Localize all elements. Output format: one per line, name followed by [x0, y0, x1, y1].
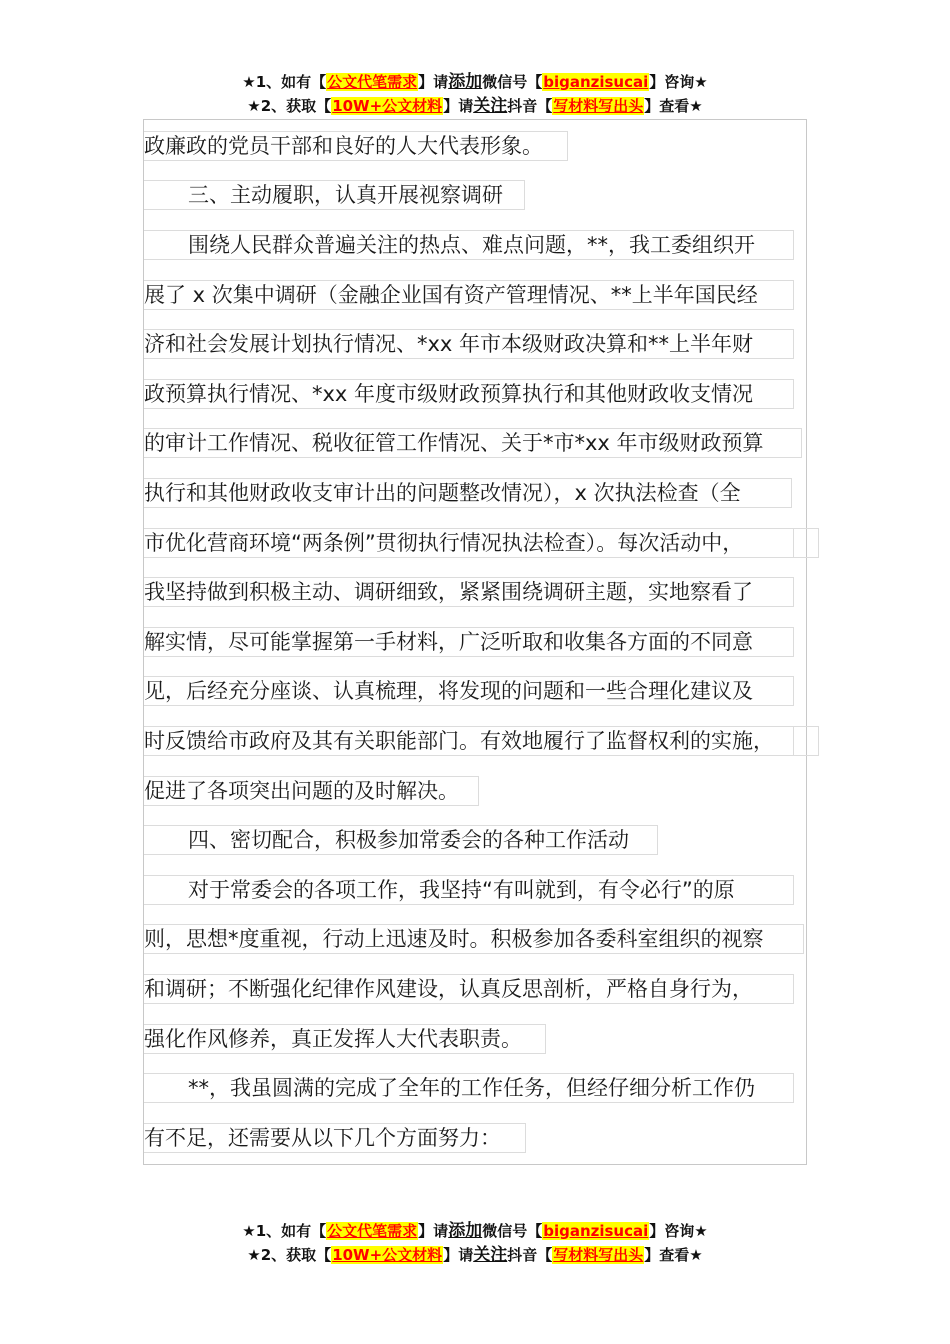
text-line: 济和社会发展计划执行情况、*xx 年市本级财政决算和**上半年财 [144, 329, 794, 359]
banner-text: 】请 [418, 73, 449, 91]
text-line: 和调研；不断强化纪律作风建设，认真反思剖析，严格自身行为， [144, 974, 794, 1004]
banner-highlight: 公文代笔需求 [327, 73, 418, 91]
text-line: 围绕人民群众普遍关注的热点、难点问题，**，我工委组织开 [144, 230, 794, 260]
text-line: 强化作风修养，真正发挥人大代表职责。 [144, 1024, 546, 1054]
banner-highlight: 10W+公文材料 [332, 1246, 443, 1264]
banner-text: 】查看★ [644, 97, 703, 115]
text-line: **，我虽圆满的完成了全年的工作任务，但经仔细分析工作仍 [144, 1073, 794, 1103]
footer-banner [0, 1219, 950, 1267]
banner-highlight: 写材料写出头 [553, 97, 644, 115]
banner-text: 】咨询★ [649, 1222, 708, 1240]
section-heading: 三、主动履职，认真开展视察调研 [144, 180, 525, 210]
text-line: 政预算执行情况、*xx 年度市级财政预算执行和其他财政收支情况 [144, 379, 794, 409]
text-line: 时反馈给市政府及其有关职能部门。有效地履行了监督权利的实施， [144, 726, 794, 756]
text-line: 我坚持做到积极主动、调研细致，紧紧围绕调研主题，实地察看了 [144, 577, 794, 607]
banner-text: 微信号【 [482, 1222, 543, 1240]
text-line: 则，思想*度重视，行动上迅速及时。积极参加各委科室组织的视察 [144, 924, 804, 954]
banner-emphasis: 添加 [448, 72, 483, 92]
section-heading: 四、密切配合，积极参加常委会的各种工作活动 [144, 825, 658, 855]
overflow-mark [794, 726, 819, 756]
banner-emphasis: 关注 [473, 1245, 508, 1265]
text-line: 执行和其他财政收支审计出的问题整改情况），x 次执法检查（全 [144, 478, 792, 508]
banner-text: ★2、获取【 [247, 1246, 332, 1264]
banner-text: ★2、获取【 [247, 97, 332, 115]
banner-line-1 [0, 70, 950, 94]
banner-emphasis: 关注 [473, 96, 508, 116]
banner-line-2 [0, 94, 950, 118]
banner-highlight: biganzisucai [543, 73, 649, 91]
text-line: 的审计工作情况、税收征管工作情况、关于*市*xx 年市级财政预算 [144, 428, 802, 458]
text-line: 对于常委会的各项工作，我坚持“有叫就到，有令必行”的原 [144, 875, 794, 905]
banner-text: 微信号【 [482, 73, 543, 91]
banner-text: 抖音【 [507, 97, 553, 115]
banner-highlight: biganzisucai [543, 1222, 649, 1240]
text-line: 有不足，还需要从以下几个方面努力： [144, 1123, 526, 1153]
banner-text: 抖音【 [507, 1246, 553, 1264]
banner-text: 】咨询★ [649, 73, 708, 91]
banner-line-2 [0, 1243, 950, 1267]
text-line: 市优化营商环境“两条例”贯彻执行情况执法检查）。每次活动中， [144, 528, 794, 558]
text-line: 展了 x 次集中调研（金融企业国有资产管理情况、**上半年国民经 [144, 280, 794, 310]
banner-highlight: 10W+公文材料 [332, 97, 443, 115]
banner-text: ★1、如有【 [242, 1222, 327, 1240]
banner-highlight: 写材料写出头 [553, 1246, 644, 1264]
banner-text: ★1、如有【 [242, 73, 327, 91]
header-banner [0, 70, 950, 118]
banner-text: 】请 [443, 97, 474, 115]
banner-text: 】请 [443, 1246, 474, 1264]
text-line: 见，后经充分座谈、认真梳理，将发现的问题和一些合理化建议及 [144, 676, 794, 706]
overflow-mark [794, 528, 819, 558]
text-line: 政廉政的党员干部和良好的人大代表形象。 [144, 131, 568, 161]
banner-highlight: 公文代笔需求 [327, 1222, 418, 1240]
banner-text: 】查看★ [644, 1246, 703, 1264]
banner-text: 】请 [418, 1222, 449, 1240]
banner-emphasis: 添加 [448, 1221, 483, 1241]
text-line: 解实情，尽可能掌握第一手材料，广泛听取和收集各方面的不同意 [144, 627, 794, 657]
banner-line-1 [0, 1219, 950, 1243]
text-line: 促进了各项突出问题的及时解决。 [144, 776, 479, 806]
